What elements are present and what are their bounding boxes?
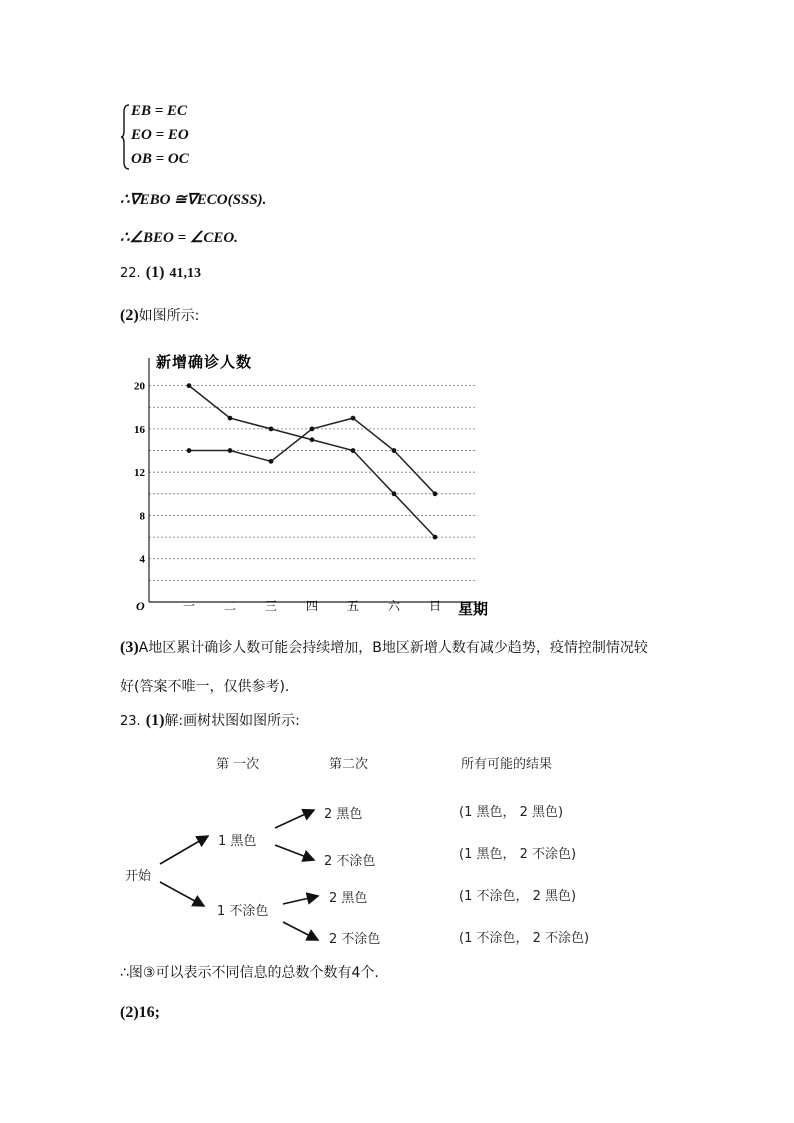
- arrow-start-to-first-2: [160, 882, 204, 906]
- q22-p3-text1: A地区累计确诊人数可能会持续增加，B地区新增人数有减少趋势，疫情控制情况较: [138, 640, 648, 656]
- tree-first-1: 1 黑色: [218, 834, 257, 849]
- q23-p2-label: (2): [120, 1004, 139, 1021]
- arrow-first1-to-second1: [275, 810, 314, 828]
- tree-header-results: 所有可能的结果: [461, 757, 553, 772]
- tree-second-4: 2 不涂色: [329, 932, 381, 947]
- origin-label: O: [136, 599, 145, 613]
- y-tick-label: 20: [134, 380, 145, 393]
- x-tick-label: 二: [223, 599, 237, 613]
- q23-part2: [120, 1002, 160, 1022]
- x-tick-label: 三: [264, 599, 278, 613]
- q22-p1-label: (1): [145, 264, 165, 281]
- chart-title: 新增确诊人数: [156, 353, 253, 371]
- tree-result-2: (1 黑色， 2 不涂色): [459, 847, 577, 862]
- x-axis-label: 星期: [458, 600, 489, 618]
- tree-start: 开始: [125, 869, 152, 884]
- tree-header-second: 第二次: [329, 757, 369, 772]
- q22-number: 22.: [120, 266, 141, 281]
- tree-result-3: (1 不涂色， 2 黑色): [459, 889, 577, 904]
- x-tick-label: 一: [182, 599, 196, 613]
- arrow-first2-to-second3: [283, 896, 318, 904]
- x-tick-label: 五: [346, 599, 360, 613]
- q22-p3-label: (3): [120, 639, 139, 656]
- equation-line-1: EB = EC: [131, 103, 188, 119]
- tree-second-3: 2 黑色: [329, 891, 368, 906]
- y-tick-label: 4: [139, 553, 145, 566]
- q22-p2-text: 如图所示:: [138, 308, 200, 324]
- tree-second-2: 2 不涂色: [324, 854, 376, 869]
- x-tick-label: 六: [387, 599, 401, 613]
- q22-p3-text2: 好(答案不唯一，仅供参考).: [120, 679, 290, 695]
- q22-p2-label: (2): [120, 307, 139, 324]
- y-tick-label: 8: [139, 510, 145, 523]
- equation-line-3: OB = OC: [131, 151, 189, 167]
- arrow-start-to-first-1: [160, 836, 208, 864]
- q23-p1-label: (1): [145, 712, 165, 729]
- tree-result-4: (1 不涂色， 2 不涂色): [459, 931, 590, 946]
- q23-number: 23.: [120, 714, 141, 729]
- angle-statement: ∴∠BEO = ∠CEO.: [120, 230, 238, 246]
- tree-first-2: 1 不涂色: [217, 904, 269, 919]
- tree-second-1: 2 黑色: [324, 807, 363, 822]
- tree-result-1: (1 黑色， 2 黑色): [459, 805, 564, 820]
- y-tick-label: 12: [134, 467, 145, 480]
- arrow-first2-to-second4: [283, 922, 318, 940]
- q23-p2-answer: 16;: [138, 1004, 160, 1021]
- x-tick-label: 四: [305, 599, 319, 613]
- tree-header-first: 第 一次: [216, 757, 260, 772]
- q23-p1-text: 解:画树状图如图所示:: [164, 713, 300, 729]
- equation-line-2: EO = EO: [131, 127, 189, 143]
- x-tick-label: 日: [428, 599, 442, 613]
- congruence-statement: ∴∇EBO ≅∇ECO(SSS).: [120, 192, 267, 208]
- y-tick-label: 16: [134, 423, 145, 436]
- q23-conclusion: ∴图③可以表示不同信息的总数个数有4个.: [120, 965, 379, 981]
- arrow-first1-to-second2: [275, 845, 314, 860]
- q22-p1-answer: 41,13: [169, 266, 202, 281]
